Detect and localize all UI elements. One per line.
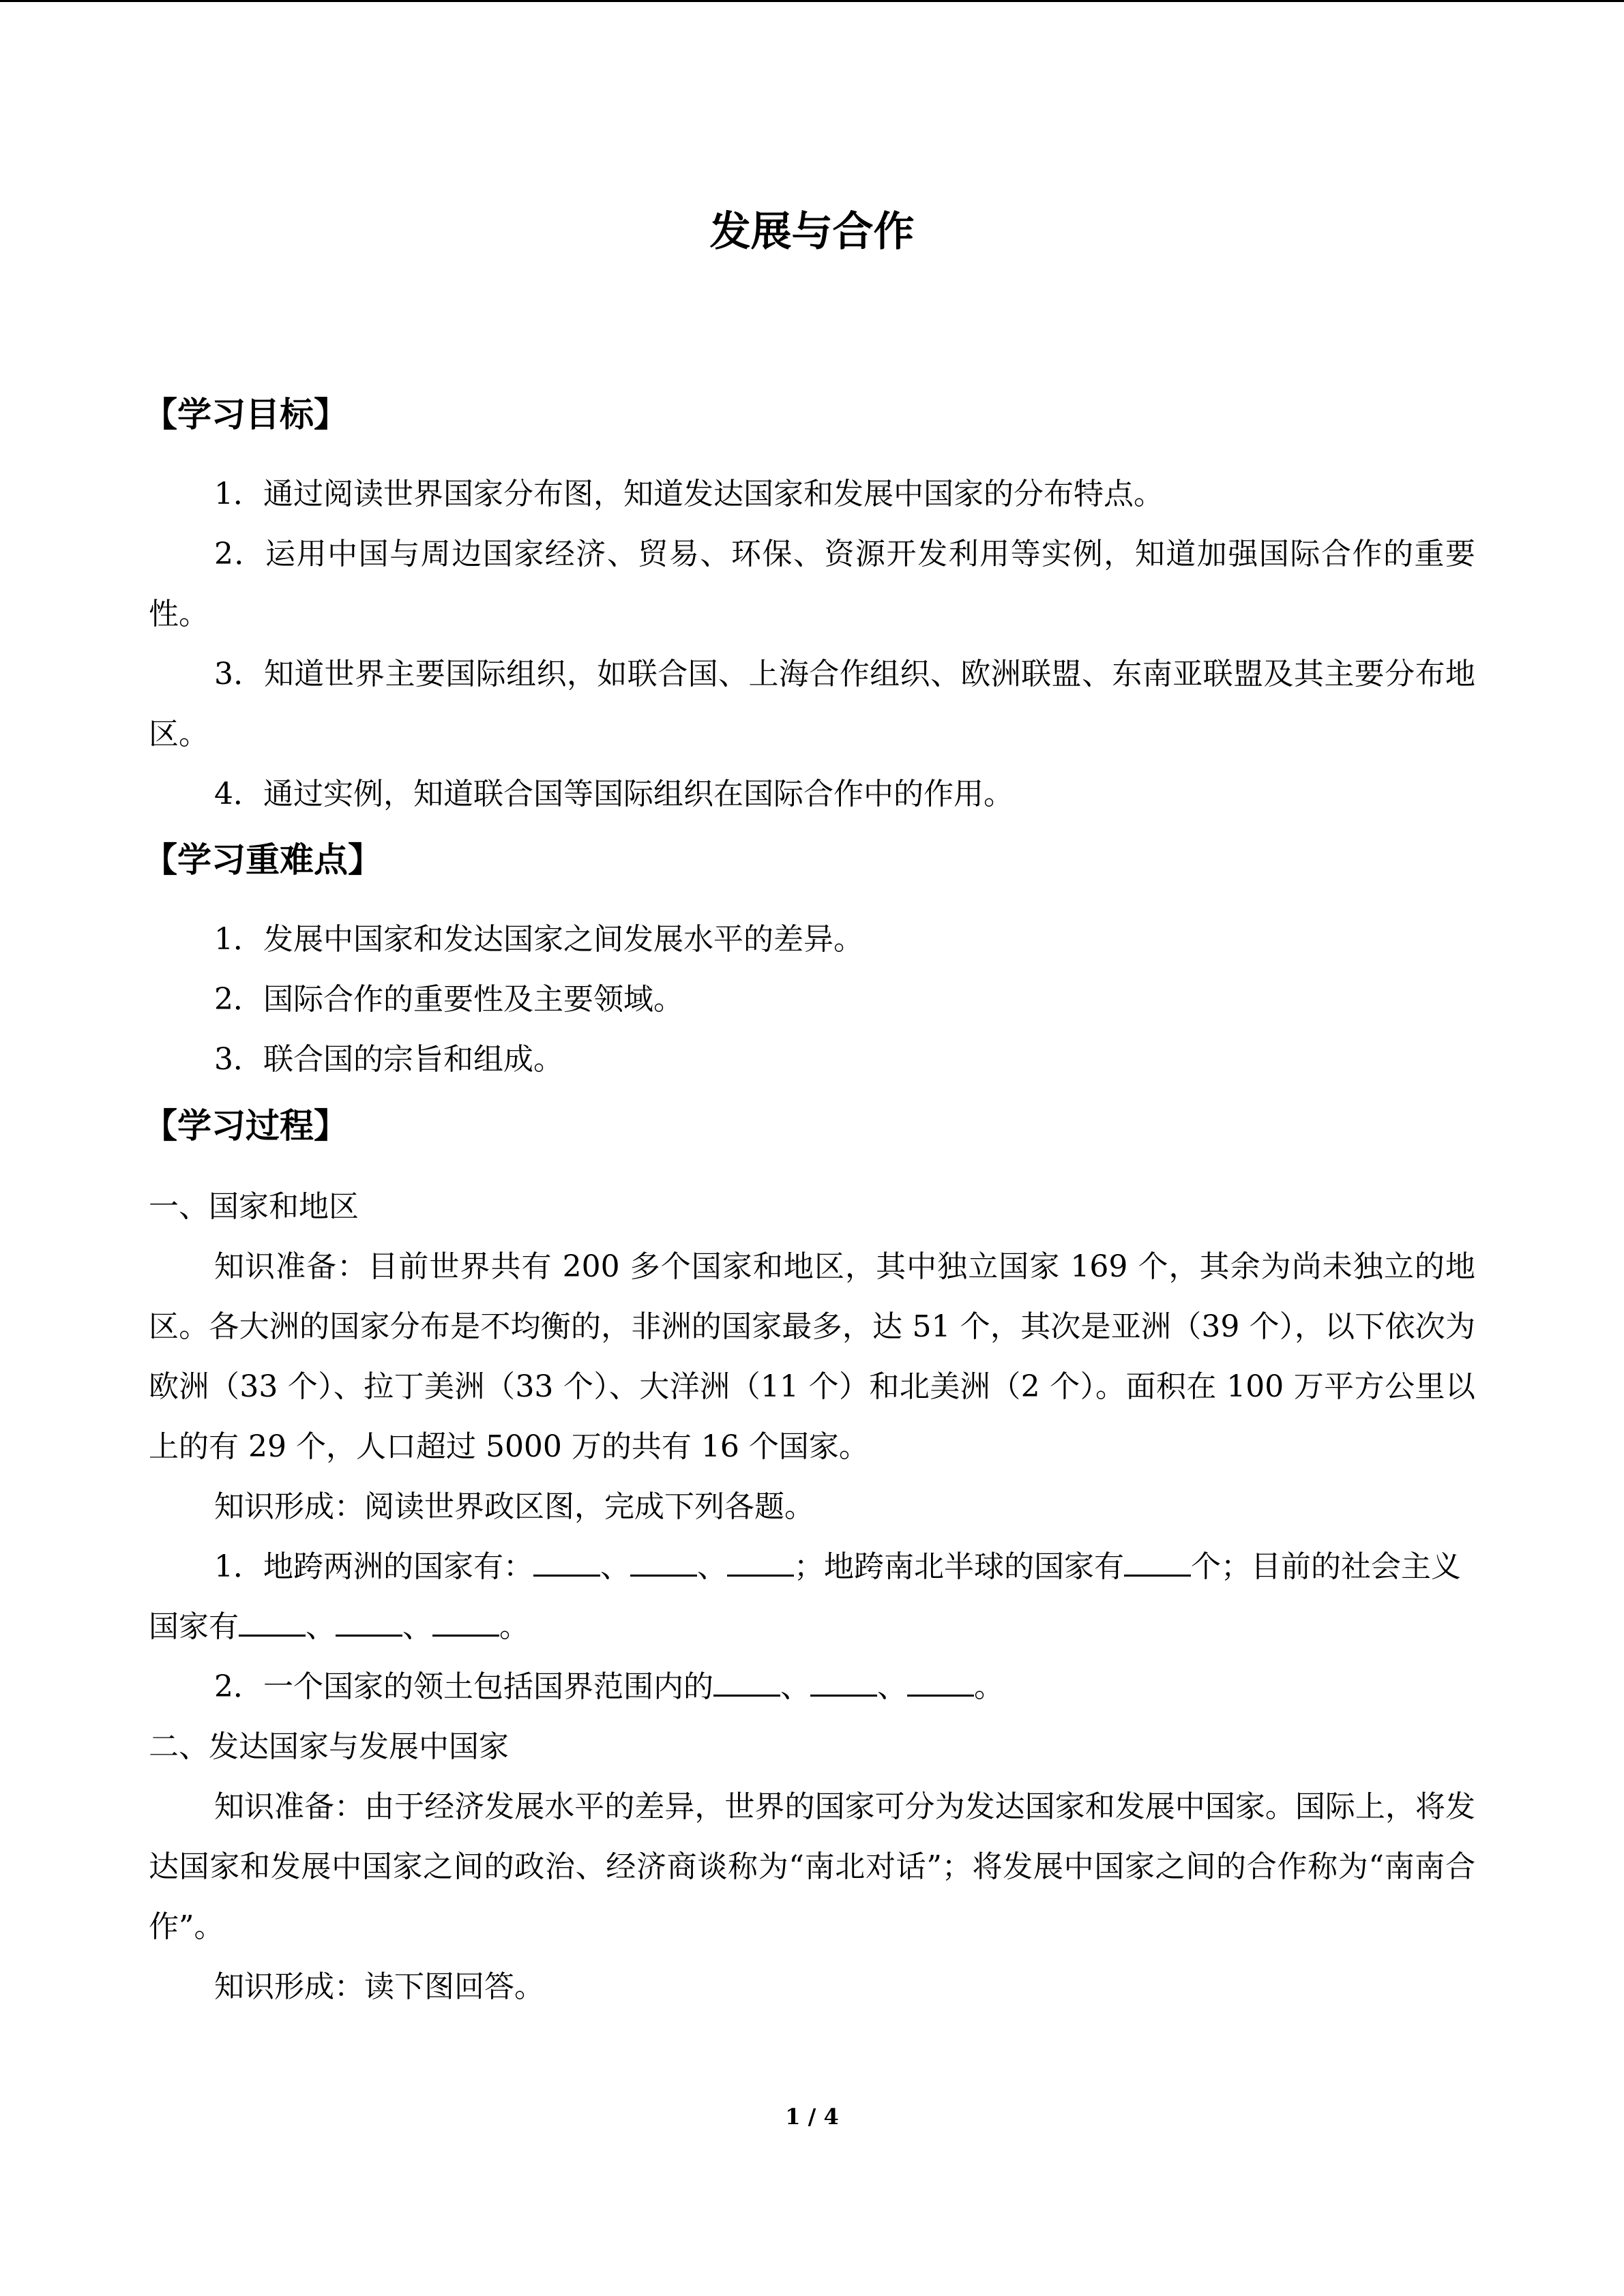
heading-process: 【学习过程】 — [143, 1106, 348, 1146]
answer-blank[interactable] — [810, 1667, 877, 1697]
section-1-form: 知识形成：阅读世界政区图，完成下列各题。 — [214, 1489, 814, 1524]
answer-blank[interactable] — [533, 1547, 600, 1577]
question-1-text-b: ；地跨南北半球的国家有 — [794, 1549, 1124, 1584]
key-point-3: 3．联合国的宗旨和组成。 — [214, 1042, 563, 1077]
answer-blank[interactable] — [336, 1607, 402, 1637]
question-1 — [149, 1537, 1475, 1657]
section-2-form: 知识形成：读下图回答。 — [214, 1969, 544, 2004]
top-border — [0, 0, 1624, 2]
question-2-text: 2．一个国家的领土包括国界范围内的 — [214, 1669, 713, 1704]
answer-blank[interactable] — [432, 1607, 499, 1637]
separator: 、 — [600, 1549, 630, 1584]
page-title: 发展与合作 — [709, 208, 915, 256]
section-1-title: 一、国家和地区 — [149, 1189, 359, 1224]
separator: 、 — [877, 1669, 907, 1704]
answer-blank[interactable] — [239, 1607, 306, 1637]
question-2 — [149, 1657, 1475, 1717]
separator: 、 — [697, 1549, 727, 1584]
section-1-prep: 知识准备：目前世界共有 200 多个国家和地区，其中独立国家 169 个，其余为尚未独立的地区。各大洲的国家分布是不均衡的，非洲的国家最多，达 51 个，其次是亚洲（39 个），以下依次为欧洲（33 个）、拉丁美洲（33 个）、大洋洲（11 个）和北美洲（2 个）。面积在 100 万平方公里以上的有 29 个，人口超过 5000 万的共有 16 个国家。 — [149, 1249, 1475, 1464]
answer-blank[interactable] — [713, 1667, 780, 1697]
heading-key-points: 【学习重难点】 — [143, 840, 382, 880]
separator: 、 — [402, 1609, 432, 1644]
answer-blank[interactable] — [1124, 1547, 1191, 1577]
objective-1: 1．通过阅读世界国家分布图，知道发达国家和发展中国家的分布特点。 — [214, 477, 1164, 511]
separator: 、 — [780, 1669, 810, 1704]
period: 。 — [974, 1669, 1004, 1704]
answer-blank[interactable] — [727, 1547, 794, 1577]
section-2-prep: 知识准备：由于经济发展水平的差异，世界的国家可分为发达国家和发展中国家。国际上，将发达国家和发展中国家之间的政治、经济商谈称为“南北对话”；将发展中国家之间的合作称为“南南合作”。 — [149, 1789, 1475, 1944]
objective-3: 3．知道世界主要国际组织，如联合国、上海合作组织、欧洲联盟、东南亚联盟及其主要分布地区。 — [149, 657, 1475, 751]
objective-2: 2．运用中国与周边国家经济、贸易、环保、资源开发利用等实例，知道加强国际合作的重要性。 — [149, 537, 1475, 631]
period: 。 — [499, 1609, 529, 1644]
separator: 、 — [306, 1609, 336, 1644]
question-1-text-a: 1．地跨两洲的国家有： — [214, 1549, 533, 1584]
objective-4: 4．通过实例，知道联合国等国际组织在国际合作中的作用。 — [214, 777, 1014, 811]
question-1-text-c: 个；目前的社会主义国家有 — [149, 1549, 1461, 1644]
heading-objectives: 【学习目标】 — [143, 395, 348, 434]
answer-blank[interactable] — [630, 1547, 697, 1577]
answer-blank[interactable] — [907, 1667, 974, 1697]
page-number: 1 / 4 — [785, 2104, 839, 2130]
key-point-2: 2．国际合作的重要性及主要领域。 — [214, 982, 683, 1017]
section-2-title: 二、发达国家与发展中国家 — [149, 1729, 509, 1764]
key-point-1: 1．发展中国家和发达国家之间发展水平的差异。 — [214, 922, 863, 957]
